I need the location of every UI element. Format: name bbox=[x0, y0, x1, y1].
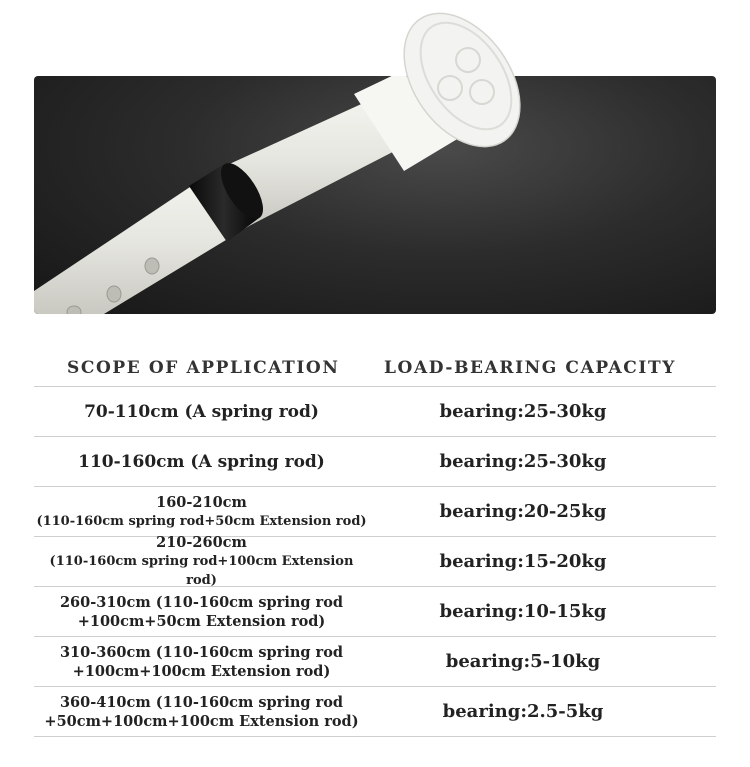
scope-cell: 70-110cm (A spring rod) bbox=[84, 401, 319, 422]
scope-line-1: 210-260cm bbox=[156, 534, 247, 551]
table-row bbox=[34, 587, 716, 637]
scope-cell bbox=[34, 587, 369, 636]
load-cell: bearing:2.5-5kg bbox=[442, 701, 604, 722]
scope-line-1: 360-410cm (110-160cm spring rod bbox=[59, 693, 344, 711]
table-row bbox=[34, 437, 716, 487]
scope-line-1: 310-360cm (110-160cm spring rod bbox=[59, 643, 344, 661]
load-header: LOAD-BEARING CAPACITY bbox=[384, 358, 676, 378]
scope-line-1: 260-310cm (110-160cm spring rod bbox=[59, 593, 344, 611]
scope-line-1: 160-210cm bbox=[156, 493, 247, 511]
table-row bbox=[34, 637, 716, 687]
scope-line-2: (110-160cm spring rod+50cm Extension rod) bbox=[36, 513, 367, 529]
table-header bbox=[34, 352, 716, 387]
scope-line-2: +100cm+50cm Extension rod) bbox=[77, 612, 326, 630]
scope-line-2: +100cm+100cm Extension rod) bbox=[72, 662, 331, 680]
scope-cell bbox=[34, 687, 369, 736]
scope-line-2: +50cm+100cm+100cm Extension rod) bbox=[44, 712, 359, 730]
scope-cell bbox=[34, 487, 369, 536]
scope-cell bbox=[34, 534, 369, 588]
table-row bbox=[34, 687, 716, 737]
scope-cell: 110-160cm (A spring rod) bbox=[78, 451, 325, 472]
load-cell: bearing:15-20kg bbox=[439, 551, 607, 572]
table-row bbox=[34, 534, 716, 588]
spec-table bbox=[34, 387, 716, 737]
scope-header: SCOPE OF APPLICATION bbox=[67, 358, 340, 378]
scope-line-2: (110-160cm spring rod+100cm Extension rod) bbox=[49, 554, 354, 588]
load-cell: bearing:25-30kg bbox=[439, 451, 607, 472]
product-photo bbox=[34, 76, 716, 314]
load-cell: bearing:10-15kg bbox=[439, 601, 607, 622]
load-cell: bearing:25-30kg bbox=[439, 401, 607, 422]
load-cell: bearing:20-25kg bbox=[439, 501, 607, 522]
table-row bbox=[34, 387, 716, 437]
table-row bbox=[34, 487, 716, 537]
scope-cell bbox=[34, 637, 369, 686]
load-cell: bearing:5-10kg bbox=[445, 651, 601, 672]
